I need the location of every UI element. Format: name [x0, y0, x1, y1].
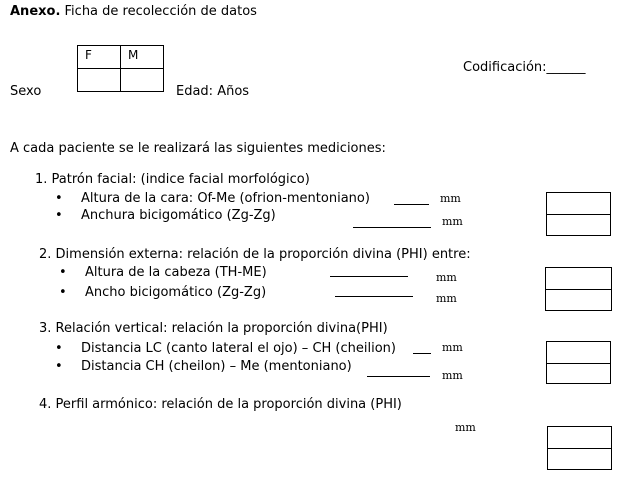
- unit-label: mm: [436, 292, 457, 305]
- coding-label: Codificación:______: [463, 60, 586, 75]
- section-2-blank-2[interactable]: [335, 296, 413, 297]
- section-4-heading: 4. Perfil armónico: relación de la proporción divina (PHI): [39, 397, 402, 412]
- section-3-heading: 3. Relación vertical: relación la proporción divina(PHI): [39, 321, 388, 336]
- answer-box-3[interactable]: [546, 341, 611, 384]
- sex-label: Sexo: [10, 84, 42, 99]
- section-1-blank-2[interactable]: [353, 227, 431, 228]
- section-3-blank-2[interactable]: [367, 376, 430, 377]
- section-1-heading: 1. Patrón facial: (indice facial morfológico): [35, 172, 310, 187]
- section-2-item-1: • Altura de la cabeza (TH-ME): [85, 265, 267, 281]
- unit-label: mm: [436, 271, 457, 284]
- title-bold: Anexo.: [10, 4, 61, 19]
- unit-label: mm: [440, 192, 461, 205]
- section-2-item-2: • Ancho bicigomático (Zg-Zg): [85, 285, 266, 301]
- section-3-blank-1[interactable]: [413, 353, 431, 354]
- sex-f-cell[interactable]: [78, 69, 121, 92]
- answer-box-1[interactable]: [546, 192, 611, 236]
- section-2-heading: 2. Dimensión externa: relación de la proporción divina (PHI) entre:: [39, 247, 471, 262]
- sex-table: [77, 45, 164, 92]
- sex-f-header: F: [78, 46, 121, 69]
- unit-label: mm: [442, 341, 463, 354]
- section-1-blank-1[interactable]: [394, 204, 429, 205]
- section-1-item-1: • Altura de la cara: Of-Me (ofrion-mentoniano): [81, 191, 370, 207]
- unit-label: mm: [442, 215, 463, 228]
- form-title: [10, 4, 257, 20]
- sex-m-header: M: [121, 46, 164, 69]
- section-2-blank-1[interactable]: [330, 276, 408, 277]
- intro-text: A cada paciente se le realizará las siguientes mediciones:: [10, 141, 386, 156]
- answer-box-2[interactable]: [545, 267, 612, 311]
- answer-box-4[interactable]: [547, 426, 612, 470]
- sex-m-cell[interactable]: [121, 69, 164, 92]
- title-text: Ficha de recolección de datos: [60, 4, 257, 19]
- section-3-item-2: • Distancia CH (cheilon) – Me (mentoniano): [81, 359, 352, 375]
- unit-label: mm: [442, 369, 463, 382]
- section-1-item-2: • Anchura bicigomático (Zg-Zg): [81, 208, 276, 224]
- section-3-item-1: • Distancia LC (canto lateral el ojo) – CH (cheilion): [81, 341, 396, 357]
- age-label: Edad: Años: [176, 84, 250, 99]
- unit-label: mm: [455, 421, 476, 434]
